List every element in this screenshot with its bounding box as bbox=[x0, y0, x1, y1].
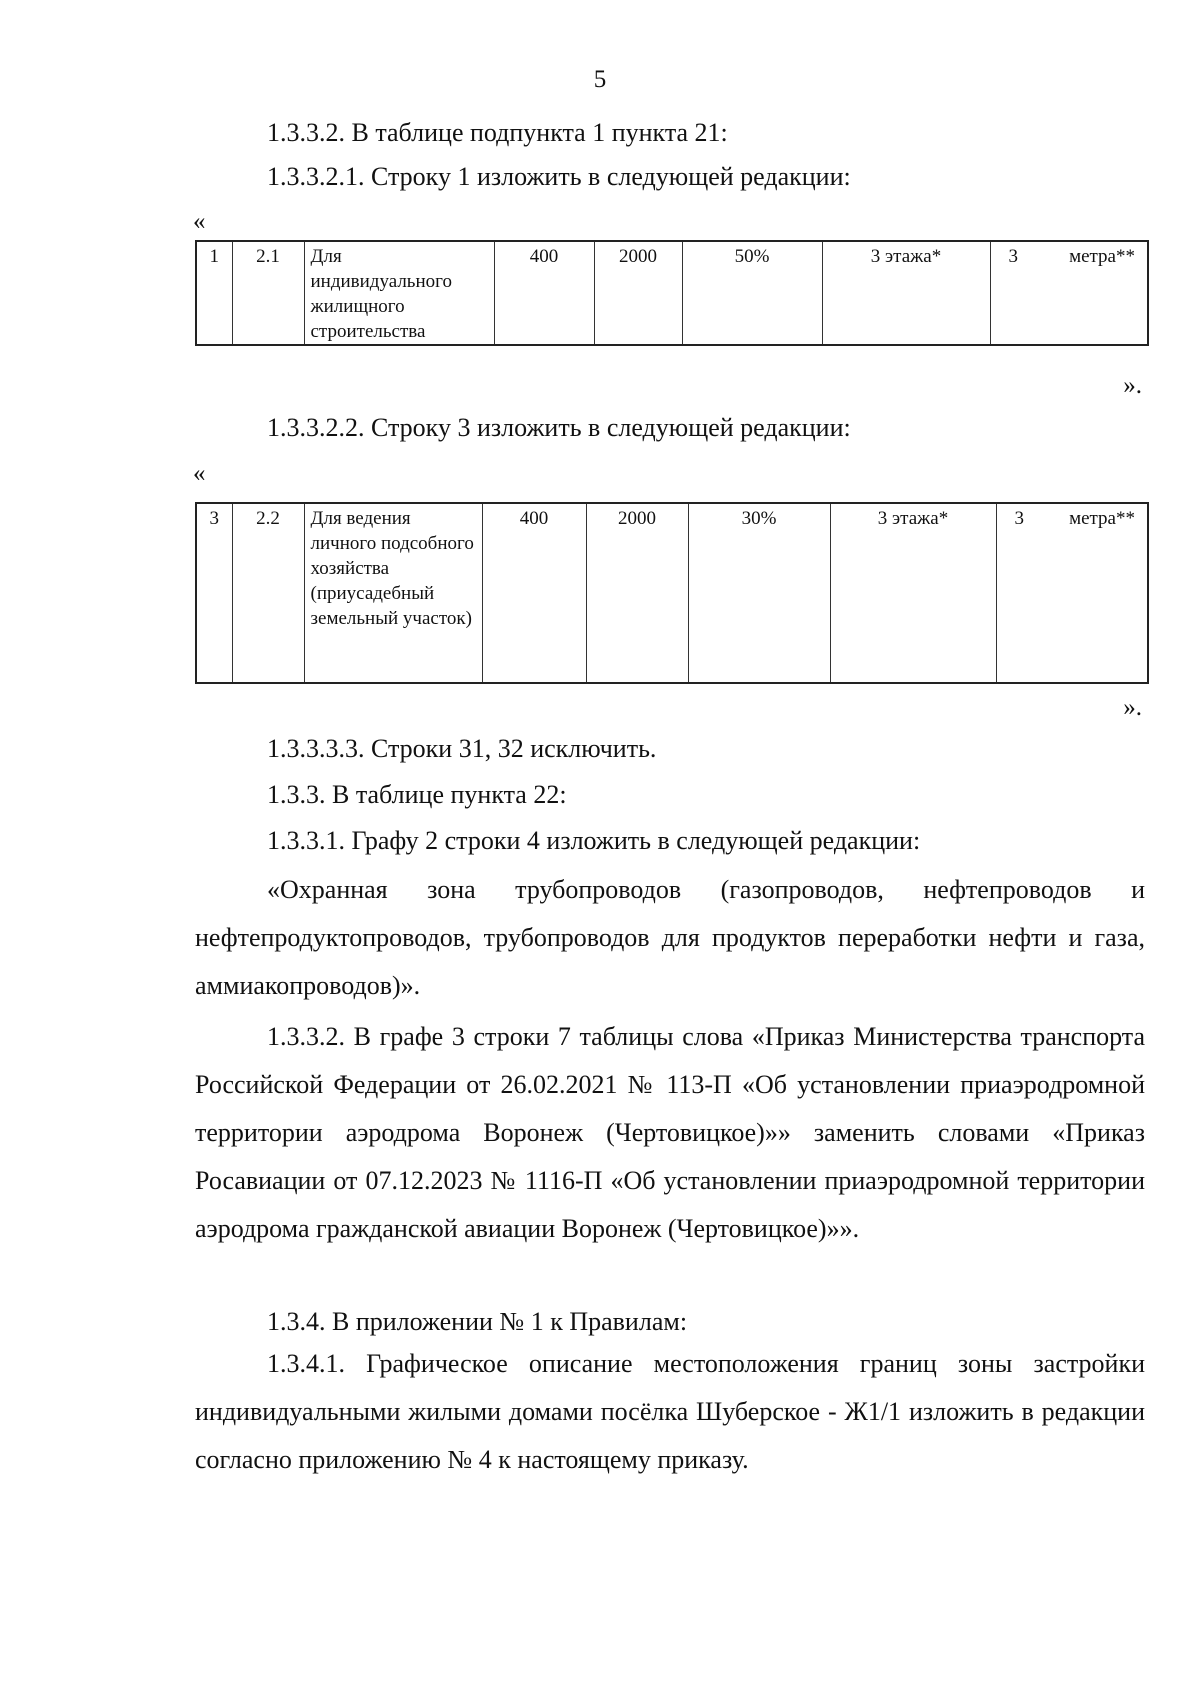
quote-close-1: ». bbox=[1123, 372, 1142, 399]
cell-min-area: 400 bbox=[482, 503, 586, 683]
cell-row-number: 3 bbox=[196, 503, 232, 683]
table-row-3 bbox=[195, 502, 1149, 684]
cell-row-number: 1 bbox=[196, 241, 232, 345]
paragraph-1-3-3-3-3: 1.3.3.3.3. Строки 31, 32 исключить. bbox=[267, 734, 657, 763]
quote-open-2: « bbox=[193, 460, 206, 487]
cell-floors: 3 этажа* bbox=[830, 503, 996, 683]
paragraph-pipeline-zone-quote: «Охранная зона трубопроводов (газопроводов, нефтепроводов и нефтепродуктопроводов, трубопроводов для продуктов переработки нефти и газа, аммиакопроводов)». bbox=[195, 875, 1145, 1000]
cell-max-area: 2000 bbox=[594, 241, 682, 345]
paragraph-1-3-3-2-order: 1.3.3.2. В графе 3 строки 7 таблицы слова «Приказ Министерства транспорта Российской Федерации от 26.02.2021 № 113-П «Об установлении приаэродромной территории аэродрома Воронеж (Чертовицкое)»» заменить словами «Приказ Росавиации от 07.12.2023 № 1116-П «Об установлении приаэродромной территории аэродрома гражданской авиации Воронеж (Чертовицкое)»». bbox=[195, 1022, 1145, 1243]
cell-setback bbox=[996, 503, 1148, 683]
quote-open-1: « bbox=[193, 208, 206, 235]
cell-min-area: 400 bbox=[494, 241, 594, 345]
paragraph-1-3-4: 1.3.4. В приложении № 1 к Правилам: bbox=[267, 1307, 688, 1336]
cell-floors: 3 этажа* bbox=[822, 241, 990, 345]
paragraph-1-3-3-2: 1.3.3.2. В таблице подпункта 1 пункта 21: bbox=[267, 118, 728, 147]
setback-value: 3 bbox=[1008, 246, 1018, 267]
setback-unit: метра** bbox=[1069, 508, 1135, 529]
cell-zone-code: 2.1 bbox=[232, 241, 304, 345]
paragraph-1-3-3: 1.3.3. В таблице пункта 22: bbox=[267, 780, 567, 809]
page-number: 5 bbox=[593, 66, 607, 93]
cell-coverage: 50% bbox=[682, 241, 822, 345]
cell-setback bbox=[990, 241, 1148, 345]
setback-unit: метра** bbox=[1069, 246, 1135, 267]
cell-max-area: 2000 bbox=[586, 503, 688, 683]
paragraph-1-3-3-2-2: 1.3.3.2.2. Строку 3 изложить в следующей редакции: bbox=[267, 413, 851, 442]
cell-land-use: Для ведения личного подсобного хозяйства (приусадебный земельный участок) bbox=[304, 503, 482, 683]
paragraph-1-3-3-2-1: 1.3.3.2.1. Строку 1 изложить в следующей редакции: bbox=[267, 162, 851, 191]
cell-zone-code: 2.2 bbox=[232, 503, 304, 683]
paragraph-1-3-3-1: 1.3.3.1. Графу 2 строки 4 изложить в следующей редакции: bbox=[267, 826, 921, 855]
cell-coverage: 30% bbox=[688, 503, 830, 683]
quote-close-2: ». bbox=[1123, 694, 1142, 721]
table-row-1 bbox=[195, 240, 1149, 346]
paragraph-1-3-4-1: 1.3.4.1. Графическое описание местоположения границ зоны застройки индивидуальными жилыми домами посёлка Шуберское - Ж1/1 изложить в редакции согласно приложению № 4 к настоящему приказу. bbox=[195, 1349, 1145, 1474]
cell-land-use: Для индивидуального жилищного строительства bbox=[304, 241, 494, 345]
setback-value: 3 bbox=[1014, 508, 1024, 529]
